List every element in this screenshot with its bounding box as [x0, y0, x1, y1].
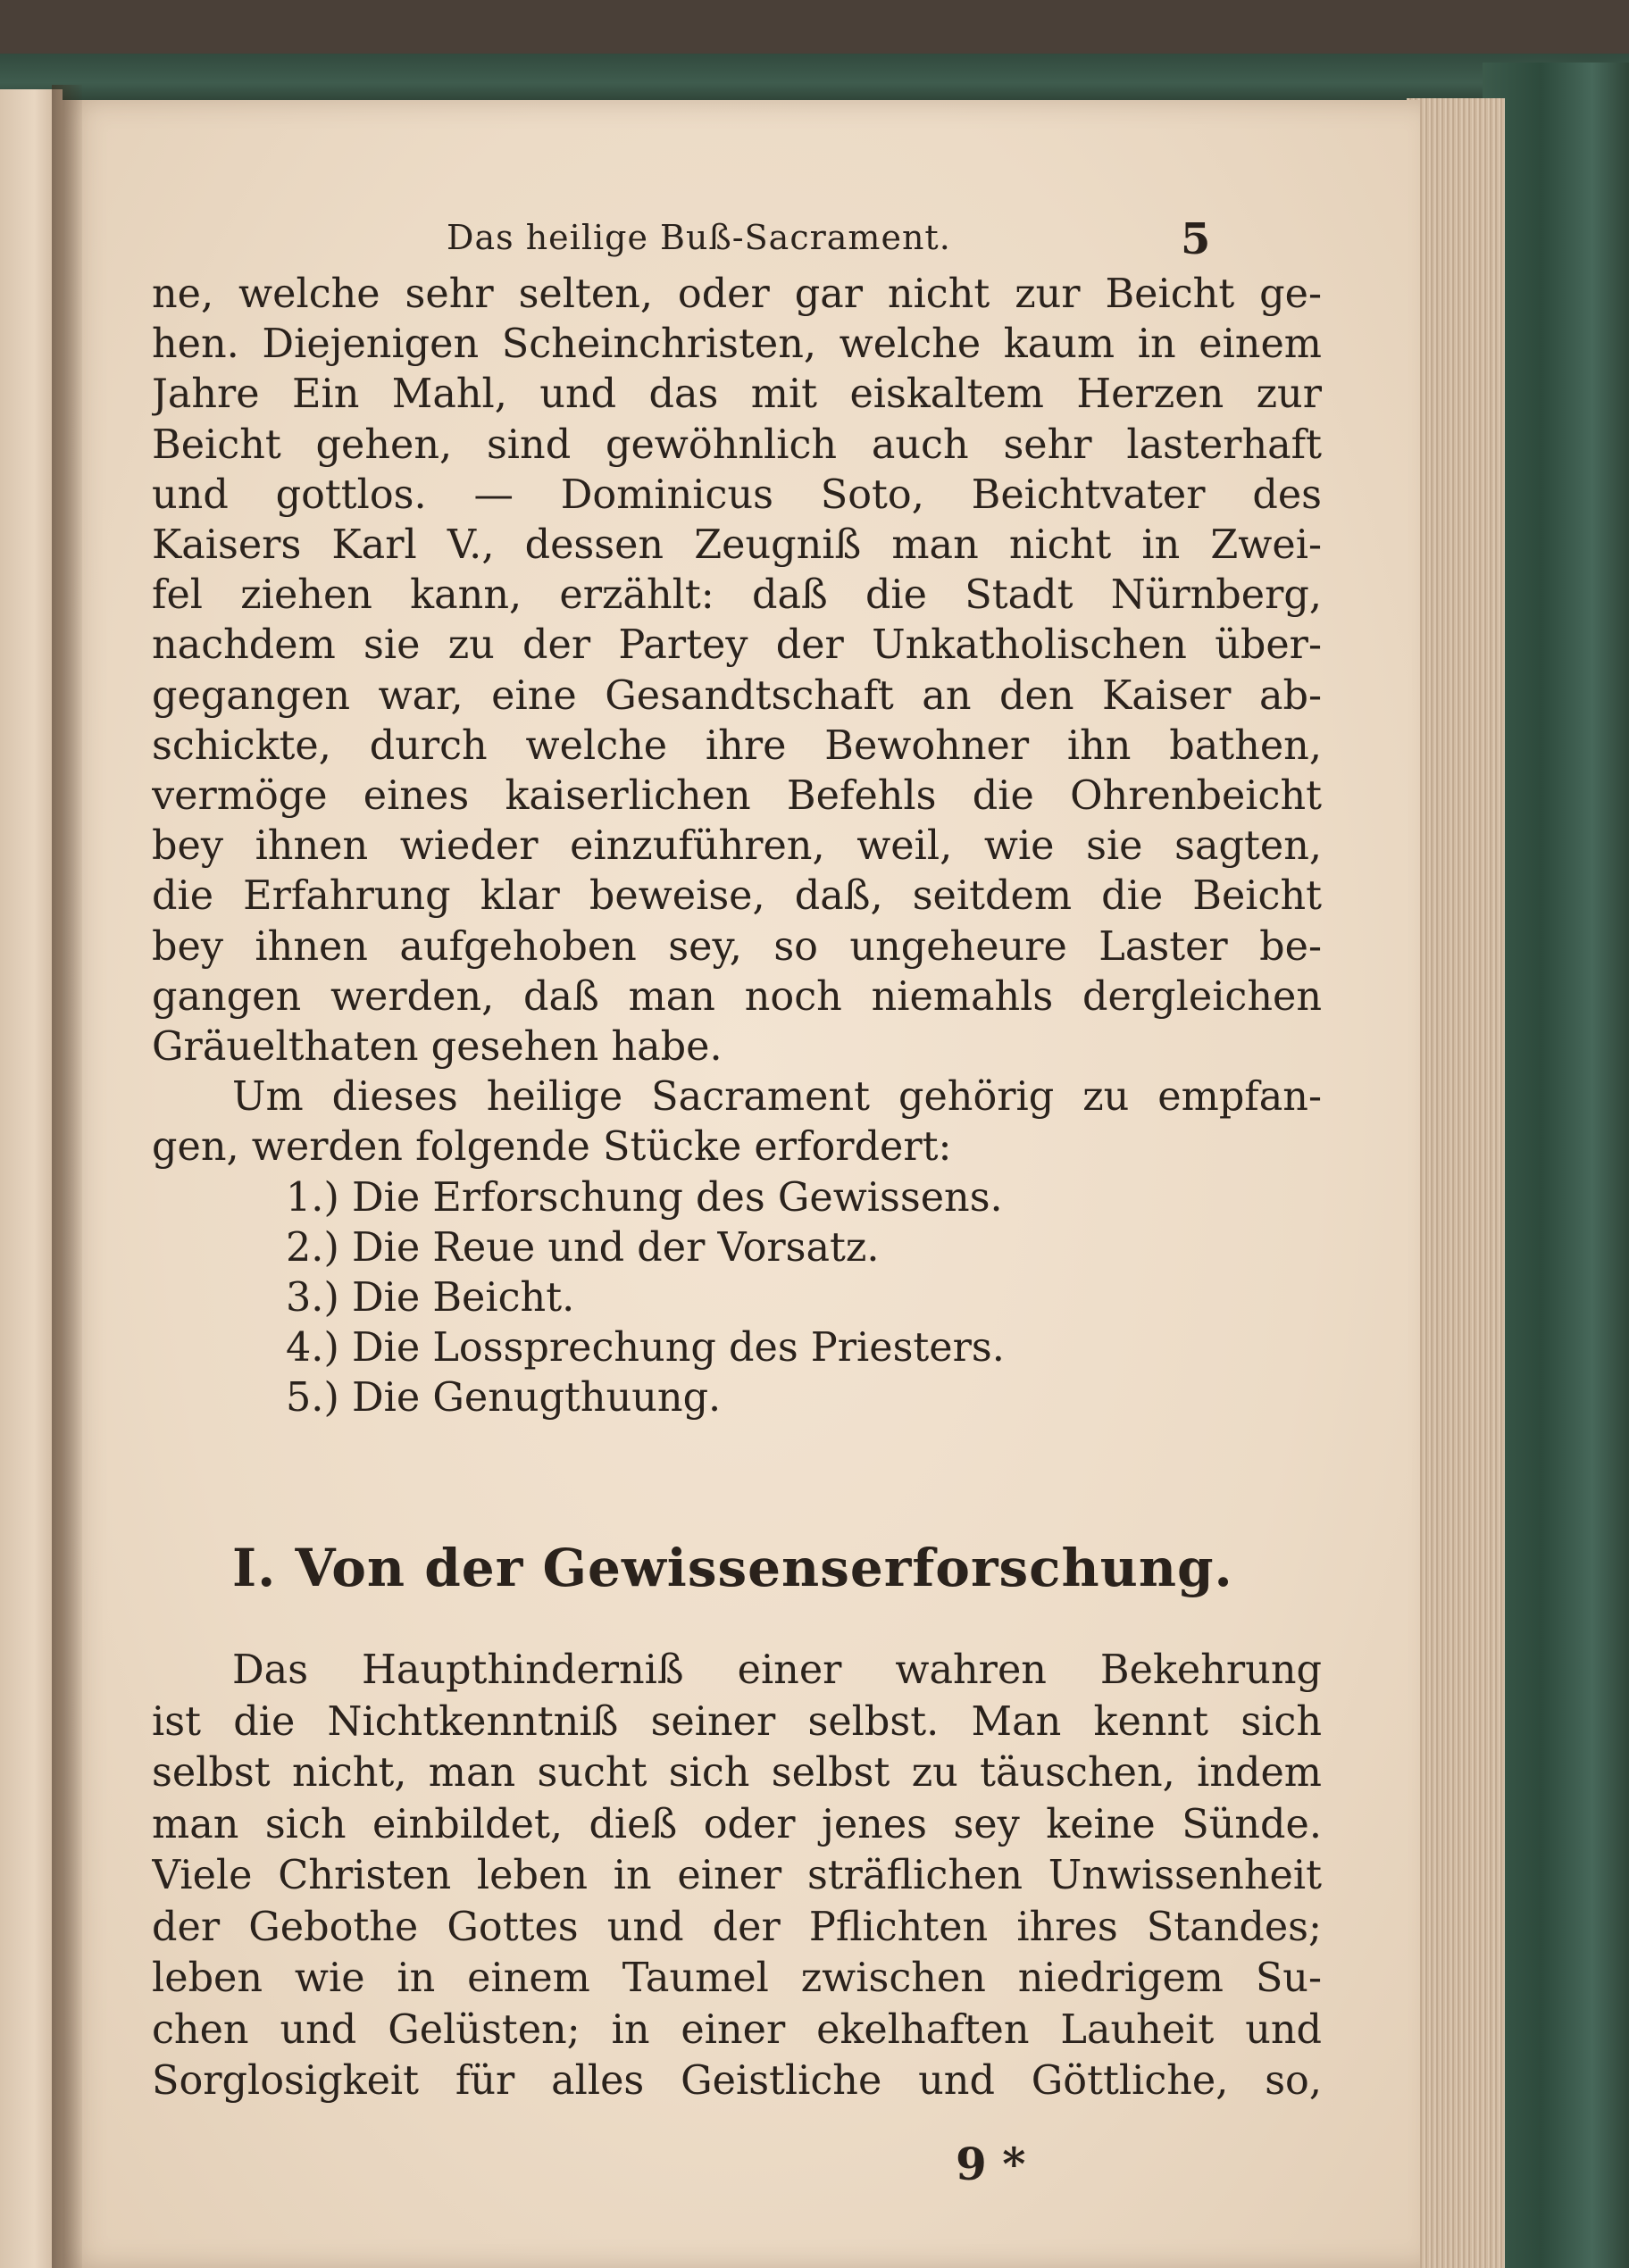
text-line: gen, werden folgende Stücke erfordert: — [152, 1124, 952, 1171]
text-line: Sorglosigkeit für alles Geistliche und Göttliche, so, — [152, 2058, 1322, 2104]
text-line: bey ihnen wieder einzuführen, weil, wie sie sagten, — [152, 823, 1322, 870]
text-line: nachdem sie zu der Partey der Unkatholischen über- — [152, 622, 1322, 669]
list-item: 3.) Die Beicht. — [286, 1275, 575, 1322]
text-line: Kaisers Karl V., dessen Zeugniß man nicht in Zwei- — [152, 522, 1322, 569]
text-line: fel ziehen kann, erzählt: daß die Stadt Nürnberg, — [152, 572, 1322, 619]
list-item: 5.) Die Genugthuung. — [286, 1375, 722, 1422]
text-line: ne, welche sehr selten, oder gar nicht zur Beicht ge- — [152, 271, 1322, 317]
text-line: man sich einbildet, dieß oder jenes sey keine Sünde. — [152, 1801, 1322, 1847]
list-item: 2.) Die Reue und der Vorsatz. — [286, 1224, 880, 1271]
text-line: Beicht gehen, sind gewöhnlich auch sehr lasterhaft — [152, 421, 1322, 468]
text-line: chen und Gelüsten; in einer ekelhaften Lauheit und — [152, 2006, 1322, 2053]
text-line: Gräuelthaten gesehen habe. — [152, 1024, 723, 1071]
text-line: vermöge eines kaiserlichen Befehls die Ohrenbeicht — [152, 773, 1322, 820]
text-line: Viele Christen leben in einer sträflichen Unwissenheit — [152, 1853, 1322, 1898]
list-item: 1.) Die Erforschung des Gewissens. — [286, 1174, 1003, 1221]
text-line: schickte, durch welche ihre Bewohner ihn bathen, — [152, 722, 1322, 769]
text-line: Jahre Ein Mahl, und das mit eiskaltem Herzen zur — [152, 371, 1322, 418]
page-edges — [1407, 98, 1505, 2268]
text-line: gangen werden, daß man noch niemahls dergleichen — [152, 973, 1322, 1020]
running-head: Das heilige Buß-Sacrament. — [447, 218, 951, 257]
text-line: die Erfahrung klar beweise, daß, seitdem die Beicht — [152, 873, 1322, 920]
text-line: gegangen war, eine Gesandtschaft an den Kaiser ab- — [152, 672, 1322, 719]
book-cover-top — [0, 54, 1629, 103]
text-line: Das Haupthinderniß einer wahren Bekehrung — [232, 1647, 1322, 1693]
section-heading: I. Von der Gewissenserforschung. — [232, 1538, 1233, 1598]
text-line: hen. Diejenigen Scheinchristen, welche kaum in einem — [152, 321, 1322, 368]
text-line: ist die Nichtkenntniß seiner selbst. Man kennt sich — [152, 1698, 1322, 1745]
gutter-shadow — [52, 85, 82, 2268]
book-page — [63, 100, 1420, 2268]
text-line: leben wie in einem Taumel zwischen niedrigem Su- — [152, 1955, 1322, 2001]
text-line: der Gebothe Gottes und der Pflichten ihres Standes; — [152, 1904, 1322, 1950]
page-number: 5 — [1181, 214, 1211, 264]
main-text — [152, 270, 1322, 1424]
signature-mark: 9 * — [956, 2138, 1026, 2190]
section-text — [152, 1645, 1322, 2107]
list-item: 4.) Die Lossprechung des Priesters. — [286, 1325, 1005, 1372]
text-line: und gottlos. — Dominicus Soto, Beichtvater des — [152, 471, 1322, 518]
text-line: selbst nicht, man sucht sich selbst zu täuschen, indem — [152, 1750, 1322, 1796]
text-line: Um dieses heilige Sacrament gehörig zu empfan- — [232, 1074, 1322, 1121]
text-line: bey ihnen aufgehoben sey, so ungeheure Laster be- — [152, 923, 1322, 970]
